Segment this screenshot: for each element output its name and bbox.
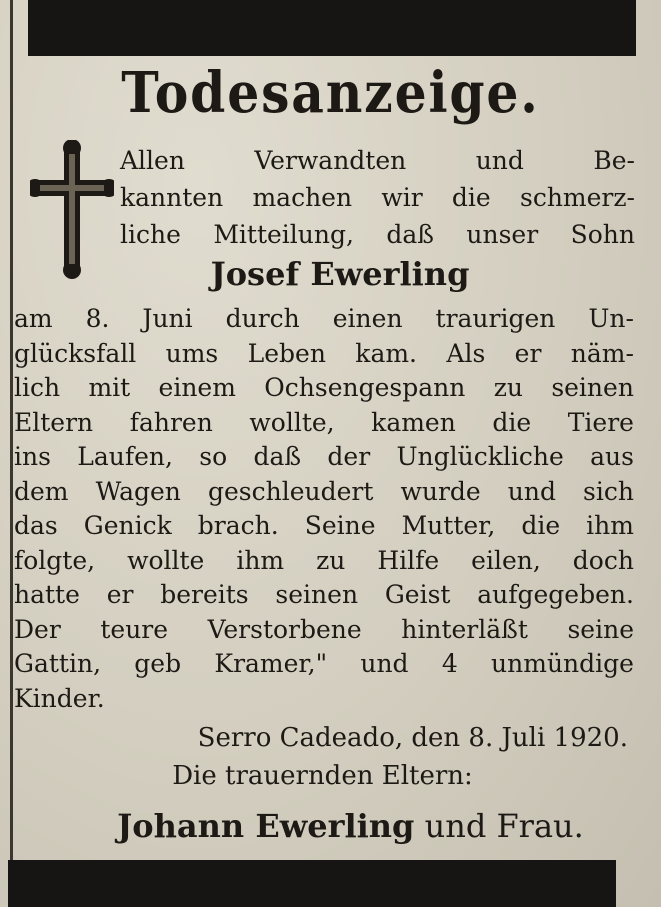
body-word: aus (590, 442, 634, 471)
body-word: fahren (129, 407, 213, 437)
body-word: Laufen, (77, 442, 173, 471)
body-word: Genick (83, 511, 172, 540)
body-word: einen (332, 304, 403, 333)
body-word: ums (165, 338, 219, 368)
body-word: Leben (247, 338, 326, 368)
body-word: er (106, 580, 134, 609)
body-line (14, 440, 634, 475)
body-line (14, 337, 634, 372)
body-word: aufgegeben. (477, 580, 634, 609)
body-line (14, 544, 634, 579)
body-word: Kinder. (14, 683, 105, 713)
body-word: glücksfall (14, 338, 137, 368)
body-word: dem (14, 476, 69, 506)
body-word: daß (253, 442, 302, 471)
body-line (14, 406, 634, 441)
body-word: wollte (127, 545, 205, 575)
body-word: Mutter, (401, 511, 496, 540)
body-word: zu (493, 373, 523, 402)
deceased-name: Josef Ewerling (210, 255, 470, 293)
body-word: kam. (355, 338, 418, 368)
intro-line: Allen Verwandten und Be- (120, 146, 635, 175)
body-word: brach. (197, 511, 279, 540)
body-line (14, 613, 634, 648)
body-word: folgte, (14, 545, 96, 575)
body-word: teure (100, 614, 169, 644)
body-word: Tiere (567, 407, 634, 437)
body-word: hatte (14, 580, 80, 609)
body-word: die (492, 407, 532, 437)
body-word: wurde (400, 476, 481, 506)
body-word: Seine (304, 511, 376, 540)
parents-label: Die trauernden Eltern: (172, 761, 473, 791)
signature (20, 802, 661, 850)
signature-suffix: und Frau. (424, 807, 584, 845)
body-word: geb (134, 649, 182, 678)
body-word: Als (446, 338, 486, 368)
body-word: Wagen (95, 476, 181, 506)
body-word: Unglückliche (396, 442, 564, 471)
body-word: Juni (142, 304, 193, 333)
body-word: Geist (384, 580, 451, 609)
body-word: geschleudert (207, 476, 374, 506)
intro-paragraph (120, 142, 635, 253)
body-word: lich (14, 373, 61, 402)
body-word: eilen, (471, 545, 541, 575)
signature-name: Johann Ewerling (117, 807, 415, 845)
notice-body (14, 302, 634, 716)
body-word: und (507, 476, 556, 506)
body-word: ihm (236, 545, 285, 575)
bottom-mourning-bar (8, 860, 616, 907)
body-word: einem (158, 373, 236, 402)
body-word: die (521, 511, 561, 540)
body-line (14, 475, 634, 510)
body-word: der (327, 442, 371, 471)
body-line (14, 302, 634, 337)
body-word: bereits (160, 580, 249, 609)
body-word: seinen (551, 373, 634, 402)
notice-title: Todesanzeige. (121, 60, 540, 126)
intro-line: kannten machen wir die schmerz- (120, 183, 635, 212)
body-line (14, 509, 634, 544)
body-line (14, 371, 634, 406)
body-word: seinen (275, 580, 359, 609)
body-word: ihm (586, 511, 634, 540)
place-date: Serro Cadeado, den 8. Juli 1920. (197, 723, 628, 753)
body-word: und (360, 649, 409, 678)
body-word: 4 (441, 649, 458, 678)
body-word: Hilfe (377, 545, 440, 575)
body-word: Ochsengespann (264, 373, 466, 402)
body-word: unmündige (491, 649, 634, 678)
body-word: Eltern (14, 407, 94, 437)
body-word: hinterläßt (401, 614, 528, 644)
body-word: am (14, 304, 53, 333)
body-word: näm- (570, 338, 634, 368)
body-word: durch (225, 304, 300, 333)
top-mourning-bar (28, 0, 636, 56)
body-word: doch (572, 545, 634, 575)
body-word: Der (14, 614, 61, 644)
body-word: kamen (371, 407, 456, 437)
body-word: Verstorbene (207, 614, 362, 644)
body-word: ins (14, 442, 51, 471)
body-word: Kramer," (214, 649, 328, 678)
body-word: so (199, 442, 228, 471)
body-word: zu (316, 545, 346, 575)
body-word: er (514, 338, 542, 368)
body-line (14, 578, 634, 613)
body-word: traurigen (435, 304, 556, 333)
body-line (14, 647, 634, 682)
intro-line: liche Mitteilung, daß unser Sohn (120, 220, 635, 249)
body-word: das (14, 511, 58, 540)
body-word: Gattin, (14, 649, 102, 678)
cross-icon (30, 140, 114, 280)
body-word: wollte, (249, 407, 335, 437)
body-word: Un- (588, 304, 634, 333)
body-word: seine (567, 614, 634, 644)
body-word: mit (88, 373, 131, 402)
body-line (14, 682, 634, 717)
body-word: sich (583, 476, 634, 506)
body-word: 8. (85, 304, 110, 333)
